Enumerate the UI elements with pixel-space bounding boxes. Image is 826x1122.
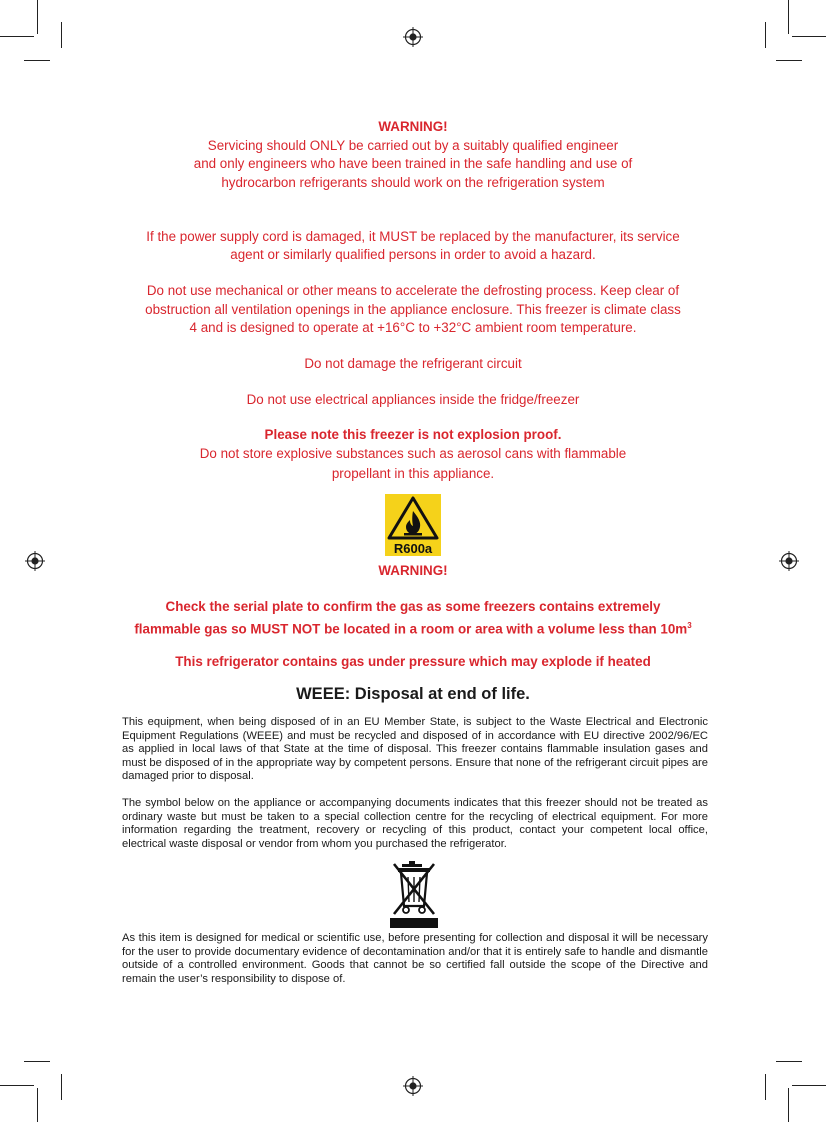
serial-plate-text: flammable gas so MUST NOT be located in a room or area with a volume less than 10m	[134, 621, 688, 637]
serial-plate-line: Check the serial plate to confirm the gas as some freezers contains extremely	[165, 599, 661, 614]
defrost-line: obstruction all ventilation openings in the appliance enclosure. This freezer is climate class	[145, 302, 681, 317]
defrost-line: Do not use mechanical or other means to accelerate the defrosting process. Keep clear of	[146, 283, 680, 298]
registration-mark-icon	[403, 27, 423, 47]
crop-mark	[792, 36, 826, 37]
electrical-appliances-notice: Do not use electrical appliances inside the fridge/freezer	[246, 392, 580, 407]
explosion-title: Please note this freezer is not explosion proof.	[264, 427, 562, 442]
warning-line: hydrocarbon refrigerants should work on the refrigeration system	[221, 175, 605, 190]
crop-mark	[788, 0, 789, 34]
weee-paragraph: As this item is designed for medical or scientific use, before presenting for collection and disposal it will be necessary for the user to provide documentary evidence of decontamination and/or that it is entirely safe to handle and dismantle outside of a controlled environment. Goods that cannot be so certified fall outside the scope of the Directive and remain the user’s responsibility to dispose of.	[122, 932, 708, 985]
power-cord-line: agent or similarly qualified persons in order to avoid a hazard.	[230, 247, 596, 262]
crop-mark	[61, 1074, 62, 1100]
crop-mark	[776, 1061, 802, 1062]
hazard-label: R600a	[393, 541, 433, 556]
power-cord-line: If the power supply cord is damaged, it MUST be replaced by the manufacturer, its service	[146, 229, 680, 244]
superscript: 3	[687, 621, 692, 630]
crop-mark	[61, 22, 62, 48]
explosion-line: propellant in this appliance.	[331, 466, 495, 481]
weee-paragraph: This equipment, when being disposed of in an EU Member State, is subject to the Waste Electrical and Electronic Equipment Regulations (WEEE) and must be recycled and disposed of in accordance with EU directive 2002/96/EC as applied in local laws of that State at the time of disposal. This freezer contains flammable insulation gases and must be disposed of in the appropriate way by competent persons. Ensure that none of the refrigerant circuit pipes are damaged prior to disposal.	[122, 716, 708, 783]
crop-mark	[24, 60, 50, 61]
warning-line: and only engineers who have been trained in the safe handling and use of	[193, 156, 633, 171]
crossed-out-bin-icon	[390, 860, 438, 928]
hazard-symbol	[385, 494, 441, 556]
registration-mark-icon	[403, 1076, 423, 1096]
refrigerant-circuit-notice: Do not damage the refrigerant circuit	[304, 356, 522, 371]
crop-mark	[765, 1074, 766, 1100]
serial-plate-line	[0, 616, 826, 638]
warning2-title: WARNING!	[378, 563, 448, 578]
crop-mark	[776, 60, 802, 61]
pressure-warning: This refrigerator contains gas under pressure which may explode if heated	[175, 654, 651, 669]
warning-line: Servicing should ONLY be carried out by a suitably qualified engineer	[207, 138, 619, 153]
weee-paragraph: The symbol below on the appliance or accompanying documents indicates that this freezer should not be treated as ordinary waste but must be taken to a special collection centre for the recycling of electrical equipment. For more information regarding the treatment, recovery or recycling of this product, contact your competent local office, electrical waste disposal or vendor from whom you purchased the refrigerator.	[122, 797, 708, 850]
crop-mark	[788, 1088, 789, 1122]
warning-title: WARNING!	[378, 119, 448, 134]
crop-mark	[792, 1085, 826, 1086]
crop-mark	[24, 1061, 50, 1062]
defrost-line: 4 and is designed to operate at +16°C to +32°C ambient room temperature.	[189, 320, 637, 335]
crop-mark	[0, 1085, 34, 1086]
crop-mark	[37, 0, 38, 34]
crop-mark	[765, 22, 766, 48]
crop-mark	[0, 36, 34, 37]
weee-heading: WEEE: Disposal at end of life.	[296, 685, 530, 703]
crop-mark	[37, 1088, 38, 1122]
explosion-line: Do not store explosive substances such as aerosol cans with flammable	[199, 446, 627, 461]
